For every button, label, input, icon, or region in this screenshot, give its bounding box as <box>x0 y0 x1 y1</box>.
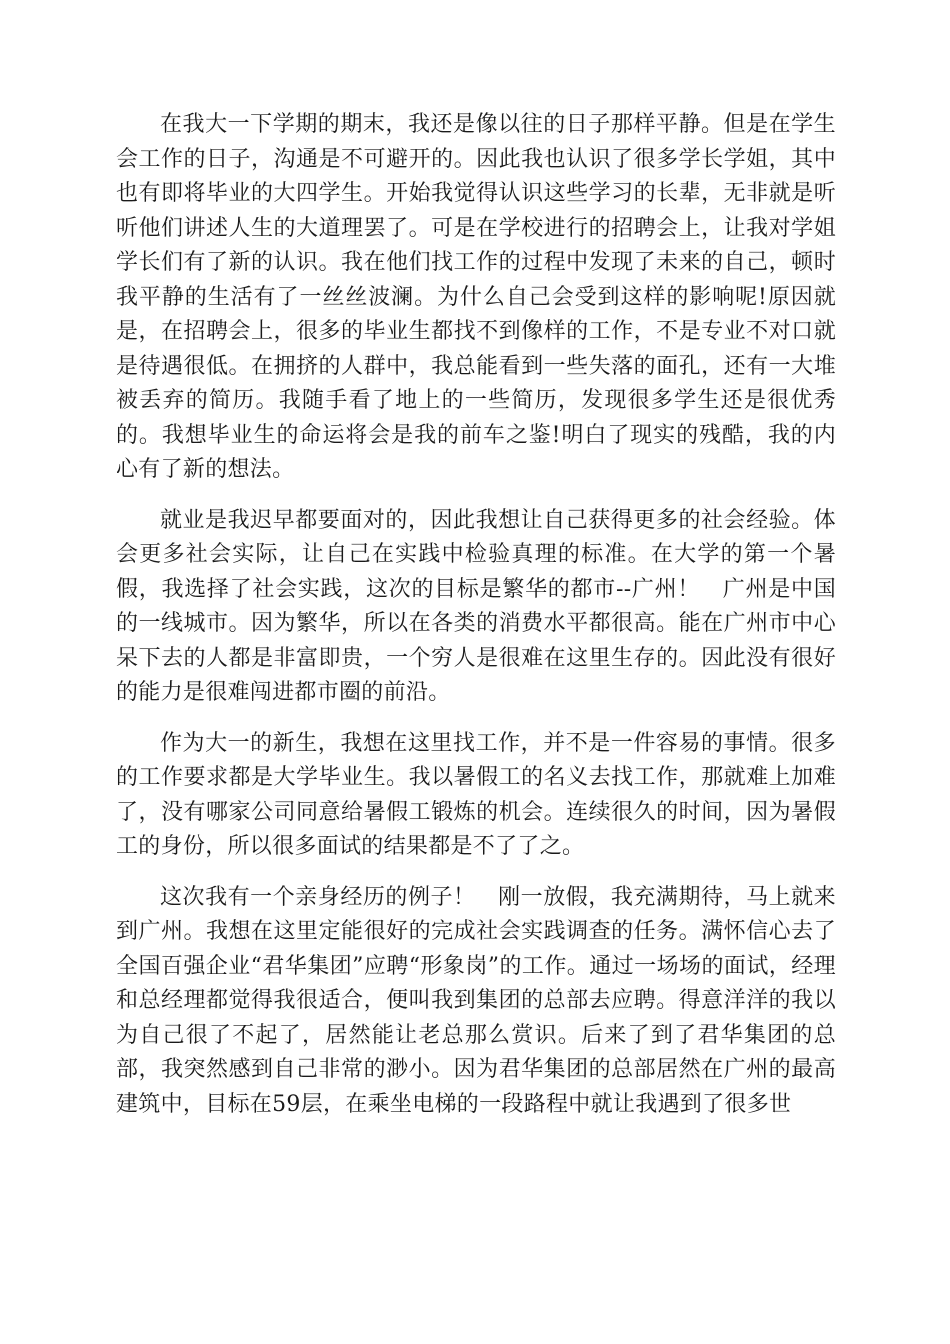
document-page <box>116 108 836 1138</box>
paragraph-3: 作为大一的新生，我想在这里找工作，并不是一件容易的事情。很多的工作要求都是大学毕业生。我以暑假工的名义去找工作，那就难上加难了，没有哪家公司同意给暑假工锻炼的机会。连续很久的时间，因为暑假工的身份，所以很多面试的结果都是不了了之。 <box>116 730 836 859</box>
paragraph-1: 在我大一下学期的期末，我还是像以往的日子那样平静。但是在学生会工作的日子，沟通是不可避开的。因此我也认识了很多学长学姐，其中也有即将毕业的大四学生。开始我觉得认识这些学习的长辈，无非就是听听他们讲述人生的大道理罢了。可是在学校进行的招聘会上，让我对学姐学长们有了新的认识。我在他们找工作的过程中发现了未来的自己，顿时我平静的生活有了一丝丝波澜。为什么自己会受到这样的影响呢!原因就是，在招聘会上，很多的毕业生都找不到像样的工作，不是专业不对口就是待遇很低。在拥挤的人群中，我总能看到一些失落的面孔，还有一大堆被丢弃的简历。我随手看了地上的一些简历，发现很多学生还是很优秀的。我想毕业生的命运将会是我的前车之鉴!明白了现实的残酷，我的内心有了新的想法。 <box>116 112 836 482</box>
paragraph-4: 这次我有一个亲身经历的例子！ 刚一放假，我充满期待，马上就来到广州。我想在这里定能很好的完成社会实践调查的任务。满怀信心去了全国百强企业“君华集团”应聘“形象岗”的工作。通过一场场的面试，经理和总经理都觉得我很适合，便叫我到集团的总部去应聘。得意洋洋的我以为自己很了不起了，居然能让老总那么赏识。后来了到了君华集团的总部，我突然感到自己非常的渺小。因为君华集团的总部居然在广州的最高建筑中，目标在59层，在乘坐电梯的一段路程中就让我遇到了很多世 <box>116 884 836 1117</box>
paragraph-2: 就业是我迟早都要面对的，因此我想让自己获得更多的社会经验。体会更多社会实际，让自己在实践中检验真理的标准。在大学的第一个暑假，我选择了社会实践，这次的目标是繁华的都市--广州！ 广州是中国的一线城市。因为繁华，所以在各类的消费水平都很高。能在广州市中心呆下去的人都是非富即贵，一个穷人是很难在这里生存的。因此没有很好的能力是很难闯进都市圈的前沿。 <box>116 507 836 705</box>
